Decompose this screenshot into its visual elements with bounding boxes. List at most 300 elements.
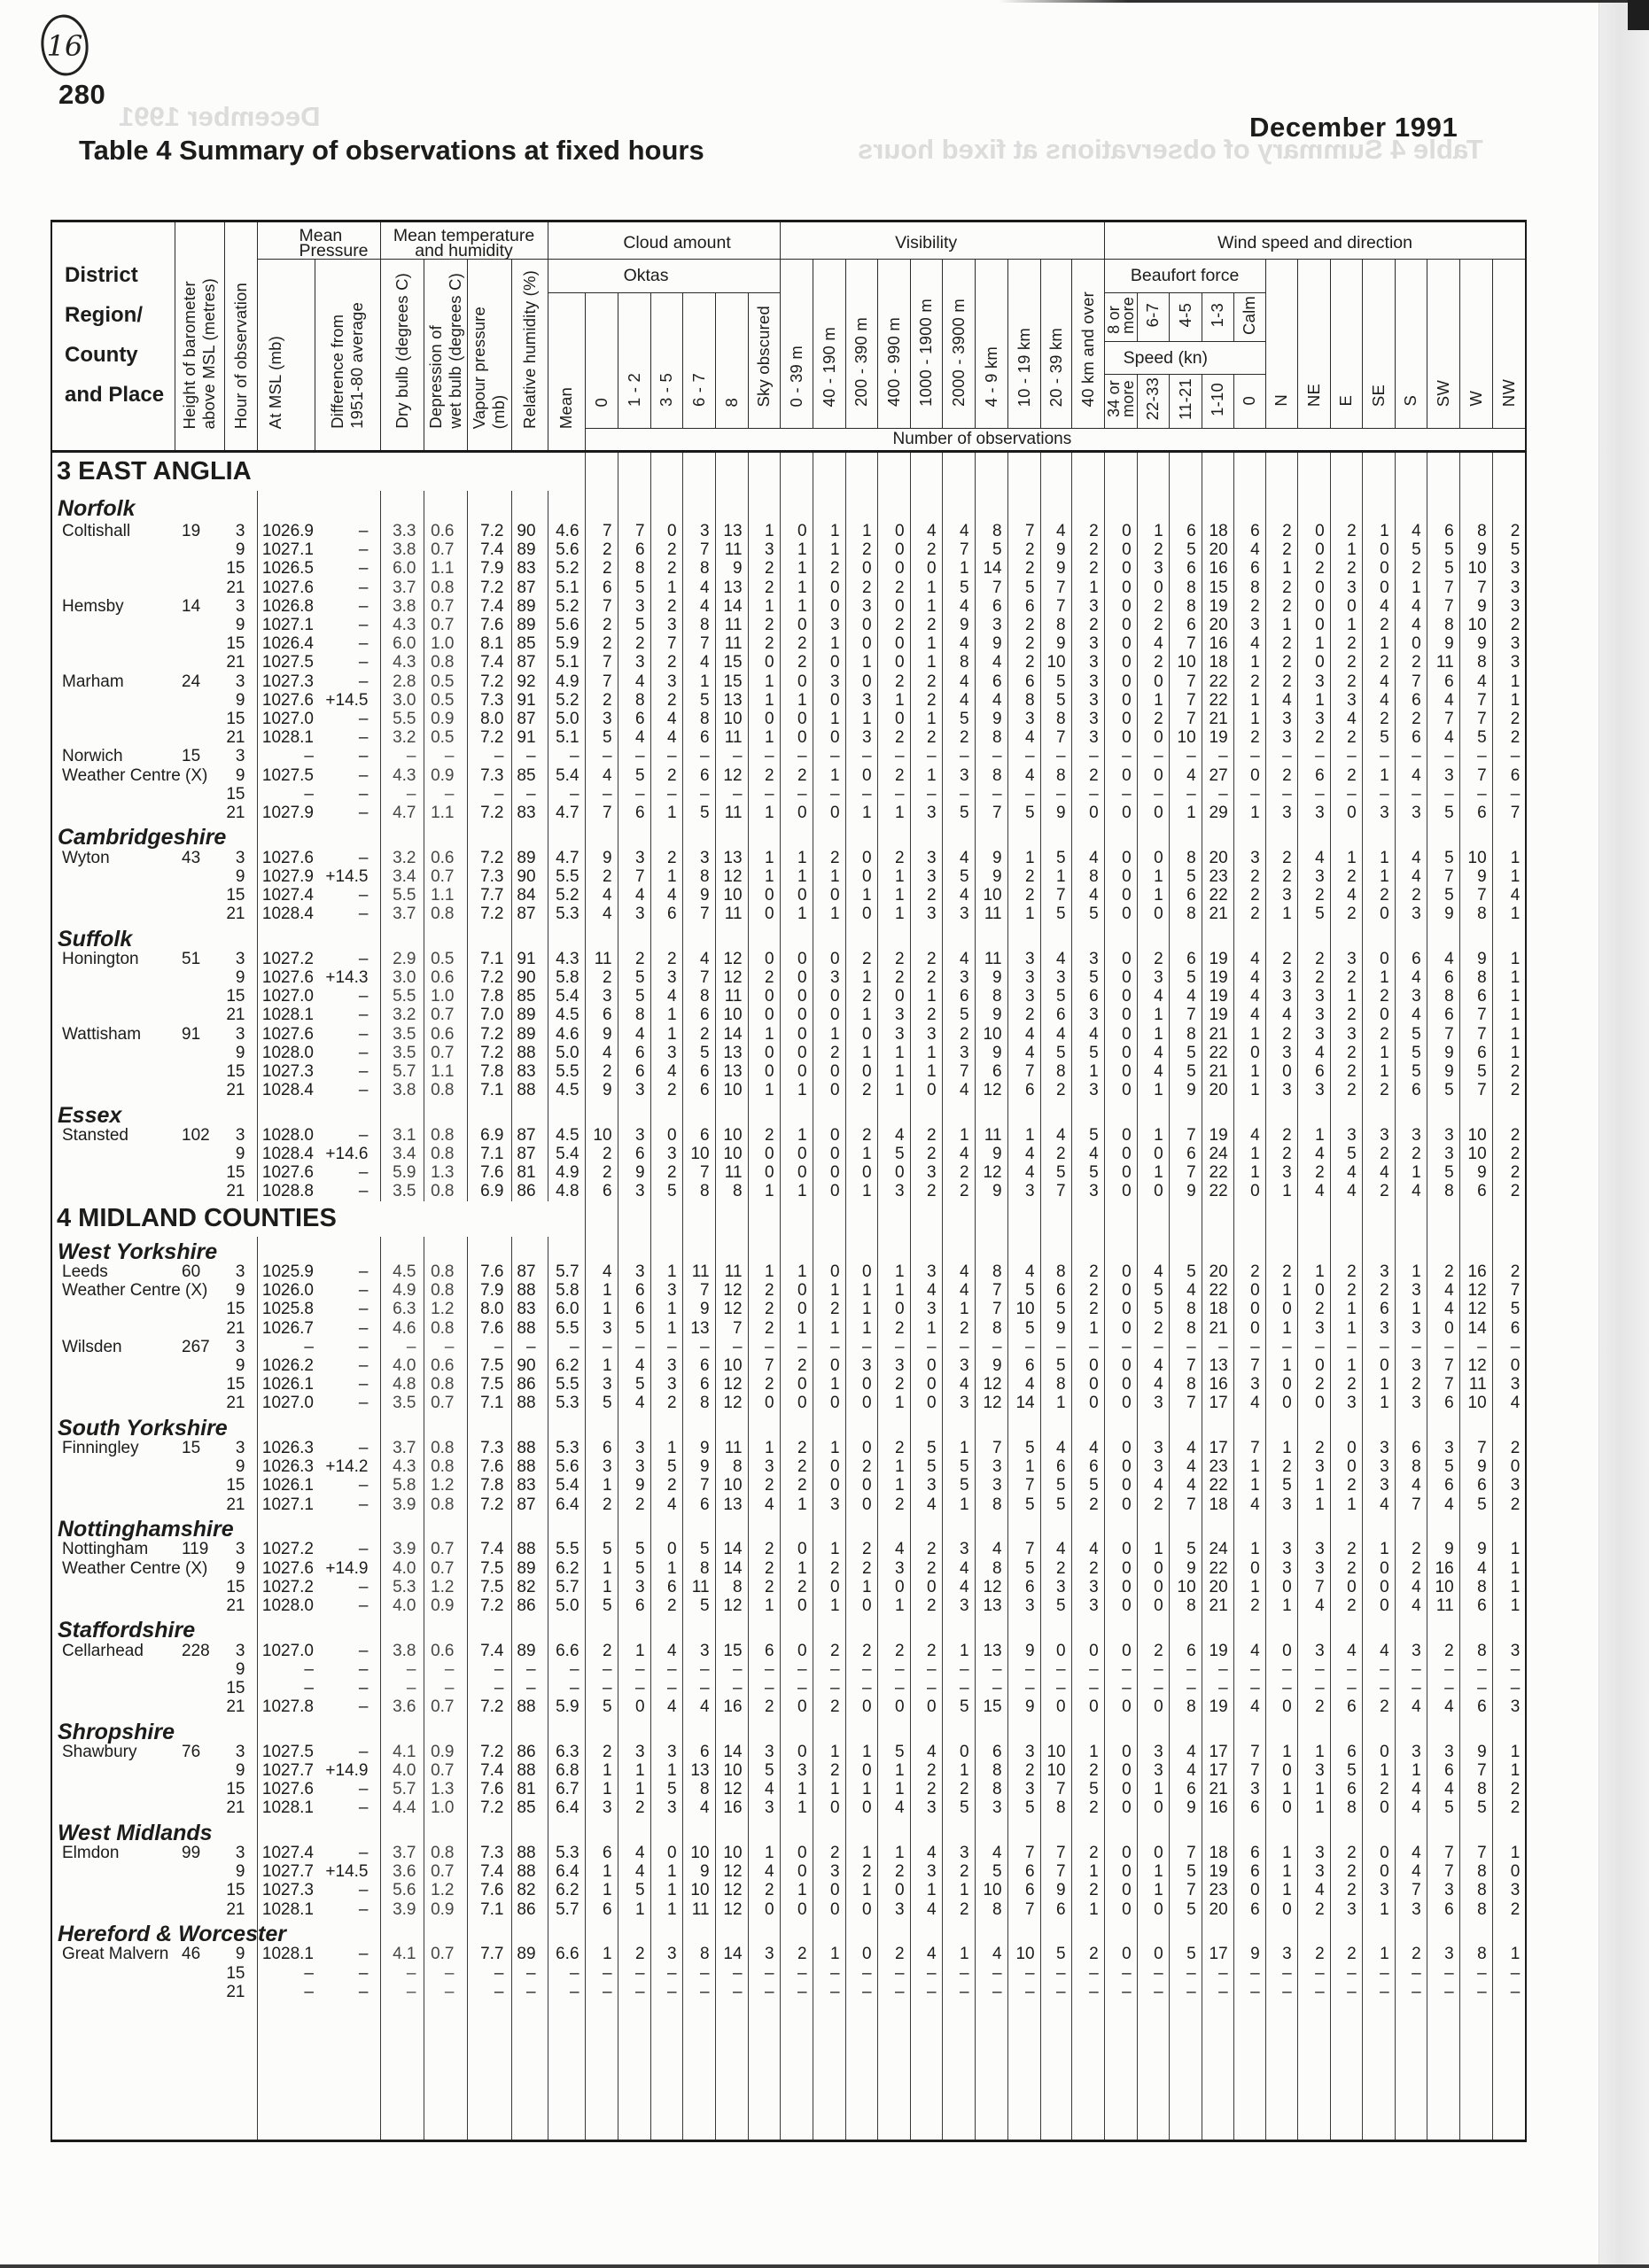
cell-vis-10-19km: 6 — [1007, 1081, 1040, 1099]
cell-vapour-pressure: 7.7 — [467, 886, 511, 905]
cell-wind-calm: 0 — [1233, 1182, 1265, 1200]
cell-cloud-8: 11 — [715, 634, 748, 653]
cell-dir-sw: 9 — [1427, 1062, 1459, 1081]
cell-vis-4-9km: 9 — [975, 1182, 1007, 1200]
cell-wind-calm: 1 — [1233, 1457, 1265, 1476]
cell-cloud-mean: 6.7 — [548, 1780, 585, 1798]
cell-vis-20-39km: 4 — [1040, 1126, 1071, 1145]
grid-cell — [1104, 491, 1137, 523]
cell-vis-10-19km: 5 — [1007, 804, 1040, 822]
cell-cloud-mean: 6.2 — [548, 1558, 585, 1577]
cell-cloud-mean: 5.4 — [548, 765, 585, 784]
cell-vis-400-990m: – — [877, 1963, 910, 1982]
cell-dir-sw: 5 — [1427, 886, 1459, 905]
cell-vis-20-39km: 8 — [1040, 1262, 1071, 1281]
cell-dir-s: 2 — [1395, 1558, 1427, 1577]
cell-cloud-0: 5 — [585, 1394, 618, 1412]
grid-cell — [1169, 1919, 1202, 1946]
cell-cloud-1-2: 9 — [618, 1163, 650, 1182]
grid-cell — [910, 491, 942, 523]
cell-wet-bulb-depression: 0.6 — [424, 1642, 467, 1660]
cell-vis-2000-3900m: 3 — [942, 1596, 975, 1615]
cell-sky-obscured: 0 — [748, 905, 780, 923]
cell-wind-34kn-plus: 0 — [1104, 1642, 1137, 1660]
cell-cloud-8: 13 — [715, 579, 748, 597]
grid-cell — [942, 1099, 975, 1126]
cell-wet-bulb-depression: 0.6 — [424, 849, 467, 867]
observation-hour: 15 — [226, 1163, 245, 1183]
cell-dir-ne: – — [1297, 785, 1330, 804]
grid-cell — [257, 1716, 315, 1743]
cell-wet-bulb-depression: 0.8 — [424, 1495, 467, 1514]
cell-cloud-mean: – — [548, 1983, 585, 2001]
cell-vis-4-9km: 6 — [975, 1062, 1007, 1081]
cell-vis-2000-3900m: 3 — [942, 1356, 975, 1375]
cell-cloud-0: 2 — [585, 1743, 618, 1761]
cell-cloud-6-7: 1 — [682, 672, 715, 691]
cell-wind-11-21kn: 10 — [1169, 728, 1202, 747]
cell-dir-nw: 3 — [1492, 653, 1526, 672]
cell-dir-w: 9 — [1459, 597, 1492, 616]
cell-wind-22-33kn: 1 — [1137, 1540, 1169, 1558]
cell-vis-40-190m: 3 — [813, 616, 845, 634]
cell-wind-1-10kn: 29 — [1202, 804, 1233, 822]
grid-cell — [682, 1413, 715, 1440]
cell-diff-average: – — [358, 1742, 369, 1761]
grid-cell — [1137, 1099, 1169, 1126]
grid-cell — [910, 452, 942, 491]
grid-cell — [257, 1514, 315, 1541]
cell-cloud-3-5: 5 — [650, 1780, 682, 1798]
cell-dir-e: 4 — [1330, 1642, 1362, 1660]
cell-wind-22-33kn: 2 — [1137, 616, 1169, 634]
grid-cell — [1492, 452, 1526, 491]
cell-diff-average: – — [358, 1798, 369, 1818]
cell-dir-s: 2 — [1395, 559, 1427, 578]
cell-cloud-0: 7 — [585, 597, 618, 616]
cell-cloud-6-7: 6 — [682, 1495, 715, 1514]
grid-cell — [1007, 1413, 1040, 1440]
cell-dir-w: 9 — [1459, 540, 1492, 559]
grid-cell — [1104, 822, 1137, 849]
cell-dir-w: 5 — [1459, 1495, 1492, 1514]
cell-vis-1000-1900m: 2 — [910, 1761, 942, 1780]
cell-vis-200-390m: 0 — [845, 765, 877, 784]
cell-cloud-1-2: 4 — [618, 1862, 650, 1881]
cell-dir-nw: 2 — [1492, 1798, 1526, 1817]
station-name — [51, 886, 175, 905]
cell-vis-1000-1900m: – — [910, 1963, 942, 1982]
cell-vis-400-990m: – — [877, 1983, 910, 2001]
cell-vis-20-39km: 7 — [1040, 1862, 1071, 1881]
cell-wind-22-33kn: 0 — [1137, 1596, 1169, 1615]
col-header-vis-10-19km: 10 - 19 km — [1007, 260, 1040, 429]
cell-cloud-3-5: 1 — [650, 1300, 682, 1318]
cell-vis-2000-3900m: 4 — [942, 1375, 975, 1394]
cell-cloud-8: – — [715, 747, 748, 765]
grid-cell — [1459, 452, 1492, 491]
grid-cell — [682, 491, 715, 523]
cell-cloud-1-2: – — [618, 1660, 650, 1679]
cell-dir-e: 2 — [1330, 1006, 1362, 1024]
cell-vapour-pressure: – — [467, 1338, 511, 1356]
cell-sky-obscured: 0 — [748, 1044, 780, 1062]
cell-dry-bulb: 3.6 — [380, 1697, 424, 1716]
cell-dir-n: – — [1265, 1660, 1297, 1679]
cell-cloud-6-7: 8 — [682, 867, 715, 886]
cell-dir-ne: 1 — [1297, 1476, 1330, 1495]
cell-wind-34kn-plus: 0 — [1104, 559, 1137, 578]
cell-msl: 1027.2 — [257, 1578, 315, 1596]
grid-cell — [1265, 1099, 1297, 1126]
cell-vis-400-990m: 0 — [877, 1300, 910, 1318]
cell-vis-40km-plus: 2 — [1071, 1945, 1104, 1963]
cell-vis-4-9km: 11 — [975, 1126, 1007, 1145]
cell-dir-e: 2 — [1330, 522, 1362, 540]
grid-cell — [942, 1615, 975, 1642]
cell-vis-2000-3900m: 6 — [942, 987, 975, 1006]
cell-wet-bulb-depression: 0.7 — [424, 616, 467, 634]
cell-vis-20-39km: 7 — [1040, 1182, 1071, 1200]
cell-cloud-3-5: 1 — [650, 1558, 682, 1577]
cell-vis-40km-plus: 1 — [1071, 1900, 1104, 1919]
grid-cell — [1169, 822, 1202, 849]
county-heading-cell — [51, 1237, 257, 1263]
cell-dir-ne: 1 — [1297, 1798, 1330, 1817]
cell-dry-bulb: – — [380, 1338, 424, 1356]
cell-cloud-3-5: 4 — [650, 1495, 682, 1514]
cell-vis-40-190m: – — [813, 1963, 845, 1982]
cell-vis-400-990m: 2 — [877, 968, 910, 987]
cell-cloud-8: 12 — [715, 1394, 748, 1412]
cell-msl: 1026.1 — [257, 1375, 315, 1394]
observation-hour: 3 — [235, 1125, 245, 1145]
cell-dry-bulb: 2.8 — [380, 672, 424, 691]
cell-sky-obscured: 6 — [748, 1642, 780, 1660]
cell-vis-40-190m: 1 — [813, 1025, 845, 1044]
grid-cell — [1492, 1237, 1526, 1263]
cell-wet-bulb-depression: 0.8 — [424, 1081, 467, 1099]
cell-vis-200-390m: 1 — [845, 1319, 877, 1338]
cell-cloud-1-2: 2 — [618, 634, 650, 653]
cell-wind-11-21kn: 9 — [1169, 1081, 1202, 1099]
cell-dir-e: 2 — [1330, 1375, 1362, 1394]
cell-vis-0-39m: 0 — [780, 950, 813, 968]
cell-vis-20-39km: – — [1040, 1963, 1071, 1982]
cell-vis-4-9km: 9 — [975, 1145, 1007, 1163]
cell-cloud-8: 11 — [715, 1163, 748, 1182]
cell-vis-400-990m: 2 — [877, 728, 910, 747]
cell-vis-400-990m: 2 — [877, 1862, 910, 1881]
station-name — [51, 1394, 175, 1412]
cell-msl: 1026.3 — [257, 1439, 315, 1457]
grid-cell — [1233, 1201, 1265, 1237]
cell-vis-40-190m: 1 — [813, 1281, 845, 1300]
cell-dir-nw: 4 — [1492, 886, 1526, 905]
grid-cell — [1427, 822, 1459, 849]
cell-cloud-3-5: 1 — [650, 1439, 682, 1457]
grid-cell — [1169, 491, 1202, 523]
cell-diff-average: – — [358, 1356, 369, 1376]
cell-cloud-0: 5 — [585, 1540, 618, 1558]
cell-dir-e: 2 — [1330, 1881, 1362, 1899]
cell-cloud-8: 12 — [715, 968, 748, 987]
cell-relative-humidity: 86 — [511, 1182, 548, 1200]
cell-cloud-0: 2 — [585, 540, 618, 559]
cell-cloud-8: – — [715, 1660, 748, 1679]
cell-vis-2000-3900m: 1 — [942, 1495, 975, 1514]
cell-wind-11-21kn: 9 — [1169, 1798, 1202, 1817]
cell-vis-20-39km: – — [1040, 1983, 1071, 2001]
cell-cloud-3-5: 3 — [650, 1356, 682, 1375]
cell-dir-n: 2 — [1265, 634, 1297, 653]
cell-cloud-8: 10 — [715, 1006, 748, 1024]
grid-cell — [1265, 822, 1297, 849]
grid-cell — [1071, 1099, 1104, 1126]
cell-dir-se: 3 — [1362, 1439, 1395, 1457]
cell-diff-average: – — [358, 765, 369, 785]
station-name: Great Malvern — [62, 1945, 169, 1964]
county-row — [51, 1099, 1526, 1126]
cell-vis-40km-plus: 2 — [1071, 1300, 1104, 1318]
cell-dir-nw: 6 — [1492, 1319, 1526, 1338]
cell-vis-400-990m: 2 — [877, 672, 910, 691]
cell-dry-bulb: 5.9 — [380, 1163, 424, 1182]
cell-dry-bulb: – — [380, 1679, 424, 1697]
grid-cell — [1007, 1237, 1040, 1263]
cell-diff-average: – — [358, 1394, 369, 1413]
observation-hour: 9 — [235, 1659, 245, 1679]
cell-vis-20-39km: 10 — [1040, 1743, 1071, 1761]
cell-dir-w: 12 — [1459, 1281, 1492, 1300]
cell-cloud-8: 11 — [715, 905, 748, 923]
cell-vis-1000-1900m: 2 — [910, 1596, 942, 1615]
cell-dry-bulb: 6.3 — [380, 1300, 424, 1318]
cell-sky-obscured: 1 — [748, 1844, 780, 1862]
cell-dry-bulb: 5.7 — [380, 1780, 424, 1798]
cell-wind-calm: 1 — [1233, 1578, 1265, 1596]
cell-dir-ne: 0 — [1297, 653, 1330, 672]
cell-vis-200-390m: 0 — [845, 634, 877, 653]
cell-cloud-8: 10 — [715, 1145, 748, 1163]
cell-cloud-0: 4 — [585, 905, 618, 923]
cell-wind-34kn-plus: 0 — [1104, 1743, 1137, 1761]
cell-vis-10-19km: 4 — [1007, 1163, 1040, 1182]
cell-wind-calm: 4 — [1233, 1394, 1265, 1412]
cell-vis-40km-plus: 0 — [1071, 1356, 1104, 1375]
grid-cell — [910, 1919, 942, 1946]
cell-wind-1-10kn: – — [1202, 747, 1233, 765]
grid-cell — [1233, 2001, 1265, 2141]
cell-cloud-mean: 4.8 — [548, 1182, 585, 1200]
cell-sky-obscured: 0 — [748, 1394, 780, 1412]
cell-diff-average: – — [358, 1006, 369, 1025]
cell-wind-calm: 0 — [1233, 1300, 1265, 1318]
cell-cloud-6-7: 10 — [682, 1145, 715, 1163]
cell-dir-se: 4 — [1362, 672, 1395, 691]
cell-vis-40-190m: 1 — [813, 867, 845, 886]
cell-sky-obscured: 2 — [748, 1300, 780, 1318]
barometer-height: 228 — [182, 1641, 210, 1660]
cell-relative-humidity: 89 — [511, 1642, 548, 1660]
cell-vis-0-39m: 1 — [780, 1558, 813, 1577]
cell-vis-1000-1900m: 4 — [910, 1844, 942, 1862]
cell-dir-s: – — [1395, 1963, 1427, 1982]
grid-cell — [715, 1514, 748, 1541]
cell-vis-1000-1900m: 3 — [910, 867, 942, 886]
cell-cloud-3-5: – — [650, 785, 682, 804]
cell-wet-bulb-depression: – — [424, 1679, 467, 1697]
cell-vis-20-39km: 5 — [1040, 905, 1071, 923]
cell-relative-humidity: 90 — [511, 1356, 548, 1375]
cell-vis-4-9km: 8 — [975, 1495, 1007, 1514]
station-name — [51, 968, 175, 987]
cell-vapour-pressure: 7.2 — [467, 804, 511, 822]
cell-diff-average: – — [358, 1982, 369, 2001]
cell-wind-1-10kn: 21 — [1202, 1319, 1233, 1338]
cell-vis-400-990m: 2 — [877, 1319, 910, 1338]
cell-vis-1000-1900m: 1 — [910, 1881, 942, 1899]
grid-cell — [1330, 923, 1362, 950]
cell-vis-40-190m: 1 — [813, 1540, 845, 1558]
cell-vis-40-190m: 0 — [813, 1798, 845, 1817]
cell-sky-obscured: 2 — [748, 968, 780, 987]
cell-diff-average: – — [358, 709, 369, 728]
cell-vis-10-19km: 6 — [1007, 1862, 1040, 1881]
cell-dir-e: 2 — [1330, 1044, 1362, 1062]
cell-cloud-0: 1 — [585, 1300, 618, 1318]
cell-dir-ne: 3 — [1297, 1457, 1330, 1476]
cell-vis-400-990m: 2 — [877, 765, 910, 784]
grid-cell — [845, 822, 877, 849]
county-row — [51, 1615, 1526, 1642]
cell-dir-se: 3 — [1362, 1476, 1395, 1495]
observation-hour: 9 — [235, 540, 245, 560]
cell-vis-40km-plus: 0 — [1071, 1394, 1104, 1412]
grid-cell — [1137, 1615, 1169, 1642]
cell-dir-e: 2 — [1330, 867, 1362, 886]
col-header-vis-4-9km: 4 - 9 km — [975, 260, 1007, 429]
observation-hour: 21 — [226, 1982, 245, 2001]
place-header-line: Region/ — [65, 303, 143, 327]
grid-cell — [1297, 1201, 1330, 1237]
cell-cloud-6-7: 9 — [682, 1439, 715, 1457]
cell-cloud-6-7: 11 — [682, 1900, 715, 1919]
cell-cloud-6-7: 7 — [682, 1281, 715, 1300]
cell-wind-1-10kn: 20 — [1202, 1578, 1233, 1596]
cell-vis-10-19km: 4 — [1007, 1025, 1040, 1044]
barometer-height — [175, 785, 224, 804]
grid-cell — [257, 1237, 315, 1263]
cell-cloud-mean: – — [548, 747, 585, 765]
cell-wind-11-21kn: 6 — [1169, 1642, 1202, 1660]
grid-cell — [845, 452, 877, 491]
cell-dir-se: 0 — [1362, 1596, 1395, 1615]
grid-cell — [1395, 923, 1427, 950]
cell-dir-s: 0 — [1395, 634, 1427, 653]
cell-wind-22-33kn: 3 — [1137, 1743, 1169, 1761]
cell-dir-w: 9 — [1459, 1743, 1492, 1761]
grid-cell — [748, 1413, 780, 1440]
cell-cloud-mean: 5.5 — [548, 1375, 585, 1394]
cell-vis-0-39m: 0 — [780, 1062, 813, 1081]
cell-dir-e: 2 — [1330, 1558, 1362, 1577]
cell-relative-humidity: 88 — [511, 1862, 548, 1881]
cell-vis-10-19km: 9 — [1007, 1642, 1040, 1660]
station-name — [51, 540, 175, 559]
grid-cell — [1071, 1201, 1104, 1237]
cell-wind-34kn-plus: 0 — [1104, 1044, 1137, 1062]
cell-dir-s: 4 — [1395, 1182, 1427, 1200]
cell-dry-bulb: 3.0 — [380, 968, 424, 987]
cell-vis-10-19km: – — [1007, 1679, 1040, 1697]
barometer-height — [175, 559, 224, 578]
col-header-dir-nw: NW — [1492, 260, 1526, 429]
cell-wet-bulb-depression: 0.8 — [424, 1281, 467, 1300]
grid-cell — [942, 923, 975, 950]
cell-vis-2000-3900m: 8 — [942, 653, 975, 672]
cell-wind-1-10kn: 19 — [1202, 728, 1233, 747]
cell-dir-n: – — [1265, 1679, 1297, 1697]
cell-relative-humidity: 90 — [511, 867, 548, 886]
cell-msl: 1027.1 — [257, 1495, 315, 1514]
cell-vis-40km-plus: – — [1071, 1338, 1104, 1356]
table-row — [51, 710, 1526, 728]
cell-vis-20-39km: 7 — [1040, 1780, 1071, 1798]
cell-cloud-3-5: 2 — [650, 950, 682, 968]
cell-vis-10-19km: 7 — [1007, 1062, 1040, 1081]
col-header-vis-2000-3900m: 2000 - 3900 m — [942, 260, 975, 429]
cell-vis-40km-plus: 3 — [1071, 950, 1104, 968]
cell-wind-22-33kn: 2 — [1137, 1495, 1169, 1514]
cell-vis-1000-1900m: 5 — [910, 1439, 942, 1457]
cell-dry-bulb: 6.0 — [380, 634, 424, 653]
cell-wet-bulb-depression: 0.9 — [424, 1596, 467, 1615]
barometer-height — [175, 1145, 224, 1163]
observation-hour: 21 — [226, 1495, 245, 1514]
cell-cloud-1-2: – — [618, 1963, 650, 1982]
cell-vis-40-190m: 0 — [813, 1476, 845, 1495]
cell-vapour-pressure: 7.5 — [467, 1558, 511, 1577]
cell-vis-200-390m: 0 — [845, 1900, 877, 1919]
cell-dry-bulb: 4.1 — [380, 1743, 424, 1761]
grid-cell — [942, 1413, 975, 1440]
cell-vis-200-390m: 0 — [845, 1394, 877, 1412]
cell-wind-11-21kn: 5 — [1169, 1862, 1202, 1881]
cell-wet-bulb-depression: 0.9 — [424, 765, 467, 784]
cell-sky-obscured: 2 — [748, 616, 780, 634]
grid-cell — [1362, 1237, 1395, 1263]
cell-cloud-1-2: 5 — [618, 987, 650, 1006]
cell-sky-obscured: 1 — [748, 1439, 780, 1457]
grid-cell — [1007, 822, 1040, 849]
barometer-height — [175, 540, 224, 559]
county-row — [51, 1919, 1526, 1946]
cell-cloud-mean: 4.5 — [548, 1006, 585, 1024]
cell-wind-calm: 9 — [1233, 1945, 1265, 1963]
cell-dir-ne: 1 — [1297, 634, 1330, 653]
cell-cloud-1-2: 5 — [618, 968, 650, 987]
cell-dir-n: 3 — [1265, 1540, 1297, 1558]
cell-wind-22-33kn: 3 — [1137, 1439, 1169, 1457]
grid-cell — [682, 923, 715, 950]
observation-hour: 9 — [235, 1457, 245, 1477]
county-row — [51, 923, 1526, 950]
cell-vis-1000-1900m: – — [910, 1660, 942, 1679]
station-name — [51, 1006, 175, 1024]
cell-wind-1-10kn: 24 — [1202, 1145, 1233, 1163]
observation-hour: 3 — [235, 672, 245, 691]
